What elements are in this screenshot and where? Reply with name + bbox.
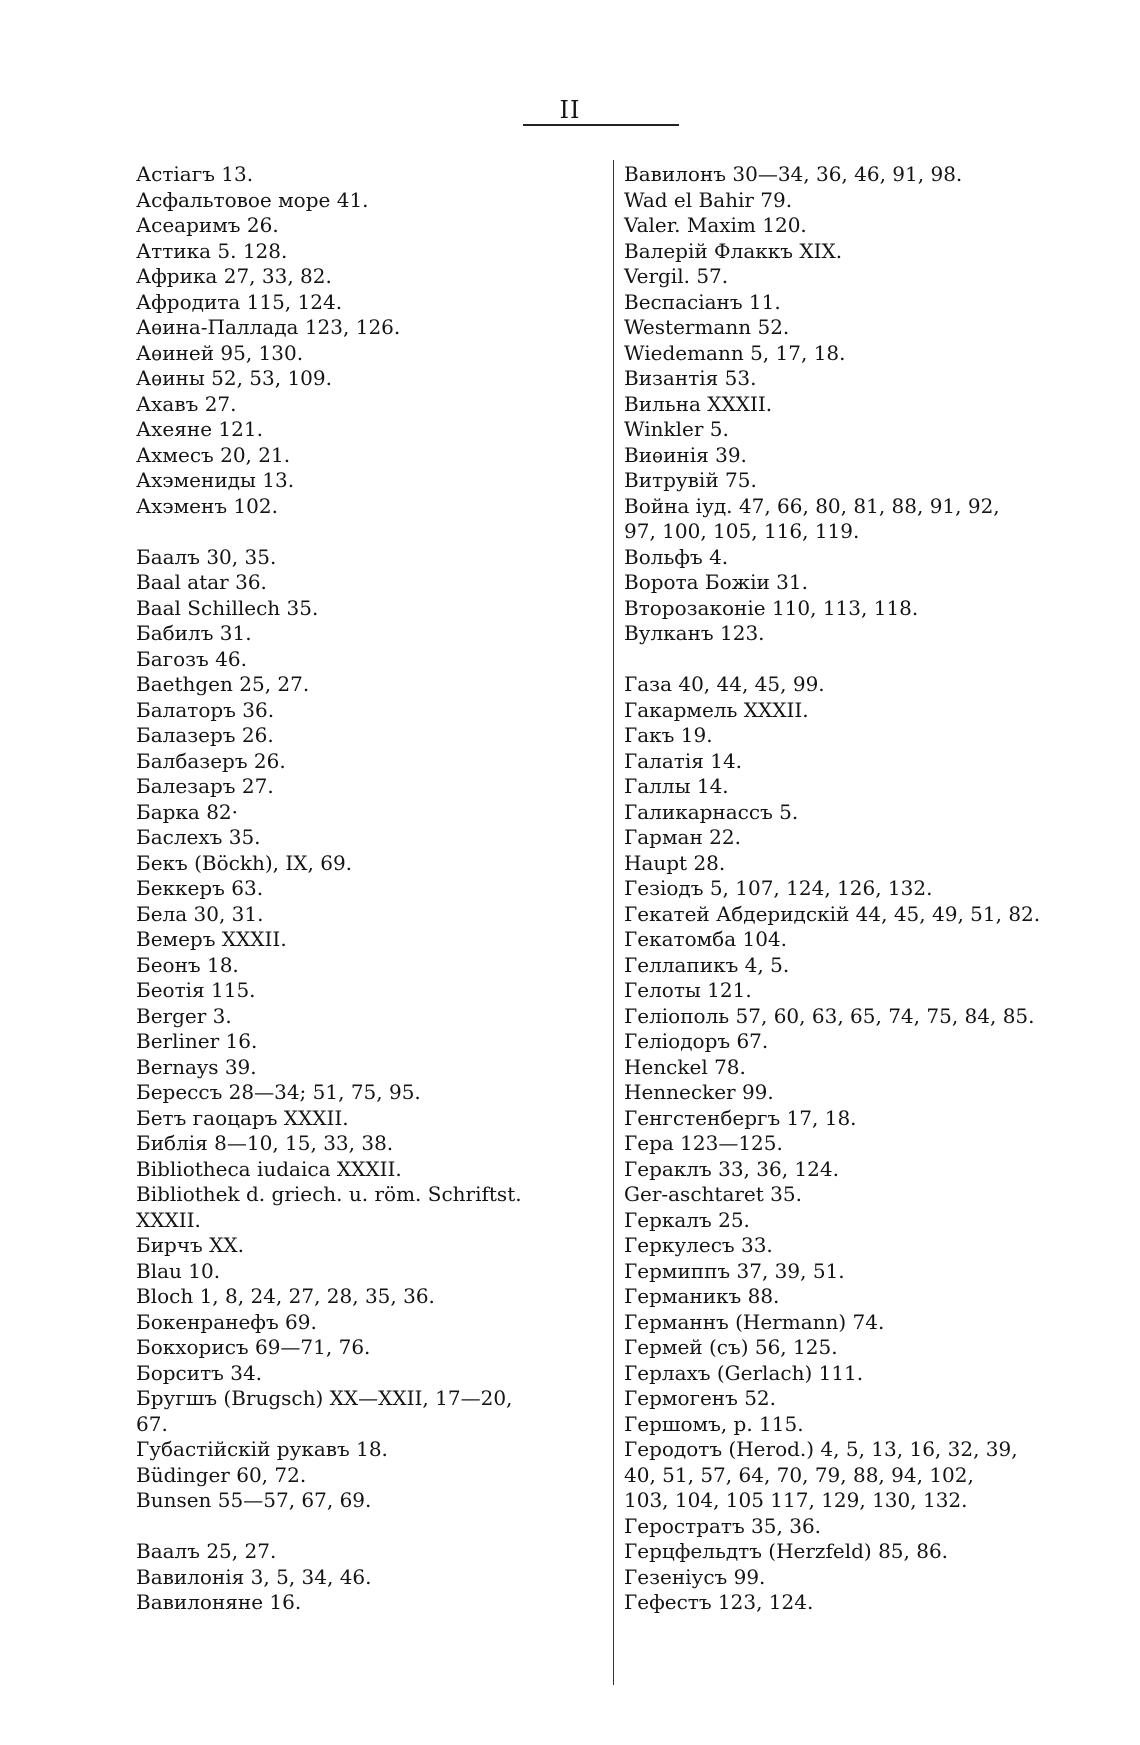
index-entry-text: Афродита 115, 124. [136, 289, 343, 314]
index-entry-text: Балбазеръ 26. [136, 748, 286, 773]
index-entry [624, 392, 1094, 418]
index-entry-text: Геркулесъ 33. [624, 1233, 773, 1257]
index-entry-text: Беонъ 18. [136, 952, 239, 977]
index-entry-text: Асфальтовое море 41. [136, 187, 369, 212]
index-entry [136, 1157, 606, 1183]
index-entry [136, 698, 606, 724]
index-entry [624, 1259, 1094, 1285]
index-entry-text: Балезаръ 27. [136, 774, 274, 798]
index-entry [624, 953, 1094, 979]
index-entry [624, 1514, 1094, 1540]
index-entry-text: Haupt 28. [624, 850, 726, 875]
index-entry-text: Вулканъ 123. [624, 621, 765, 645]
index-entry-continuation: 67. [136, 1411, 168, 1436]
index-entry-text: Борситъ 34. [136, 1360, 263, 1385]
index-entry [136, 239, 606, 265]
index-entry [136, 723, 606, 749]
index-entry-text: Гекатомба 104. [624, 927, 788, 951]
index-entry [136, 1284, 606, 1310]
index-entry [624, 1131, 1094, 1157]
index-entry [624, 545, 1094, 571]
index-entry-continuation: 40, 51, 57, 64, 70, 79, 88, 94, 102, [624, 1462, 974, 1487]
index-entry [136, 468, 606, 494]
index-entry-text: Вавилоняне 16. [136, 1590, 302, 1614]
index-entry-text: Bunsen 55—57, 67, 69. [136, 1488, 372, 1512]
index-entry-text: Вольфъ 4. [624, 544, 729, 569]
section-gap [136, 1514, 606, 1540]
index-entry-text: Ворота Божіи 31. [624, 570, 808, 594]
index-entry-text: Гера 123—125. [624, 1131, 783, 1155]
index-entry-text: Астіагъ 13. [136, 162, 254, 186]
index-entry [624, 213, 1094, 239]
index-entry-continuation: XXXII. [136, 1207, 201, 1232]
index-entry-text: Bibliothek d. griech. u. röm. Schriftst. [136, 1182, 522, 1206]
index-entry [624, 1437, 1094, 1514]
index-entry [136, 774, 606, 800]
index-entry [136, 443, 606, 469]
index-entry-text: Библія 8—10, 15, 33, 38. [136, 1131, 394, 1155]
index-entry-text: Гезіодъ 5, 107, 124, 126, 132. [624, 876, 933, 900]
index-entry [624, 264, 1094, 290]
index-entry [136, 1386, 606, 1437]
index-entry-text: Henckel 78. [624, 1054, 746, 1079]
index-entry [624, 468, 1094, 494]
index-entry-text: Бабилъ 31. [136, 621, 252, 645]
index-entry [136, 978, 606, 1004]
index-entry-text: Аѳина-Паллада 123, 126. [136, 315, 401, 339]
index-entry [136, 876, 606, 902]
index-entry [624, 1284, 1094, 1310]
index-entry [624, 698, 1094, 724]
index-entry [624, 1335, 1094, 1361]
index-entry [624, 851, 1094, 877]
index-entry-text: Гефестъ 123, 124. [624, 1590, 814, 1614]
index-entry [624, 1106, 1094, 1132]
index-entry-text: Вавилонъ 30—34, 36, 46, 91, 98. [624, 162, 963, 186]
index-entry [624, 570, 1094, 596]
index-entry-text: Гелоты 121. [624, 978, 752, 1002]
index-entry [136, 213, 606, 239]
index-entry [136, 341, 606, 367]
index-entry [624, 1055, 1094, 1081]
index-entry-text: Геліополь 57, 60, 63, 65, 74, 75, 84, 85. [624, 1003, 1035, 1028]
index-entry [624, 1157, 1094, 1183]
index-entry-text: Bernays 39. [136, 1054, 257, 1079]
index-entry-text: Герлахъ (Gerlach) 111. [624, 1360, 864, 1385]
index-entry-text: Wiedemann 5, 17, 18. [624, 340, 846, 365]
index-entry [624, 596, 1094, 622]
index-entry-text: Бетъ гаоцаръ XXXII. [136, 1105, 349, 1130]
page-number-rule [523, 124, 679, 126]
index-entry [136, 1106, 606, 1132]
index-entry-text: Гарман 22. [624, 825, 741, 849]
index-entry-text: Baal Schillech 35. [136, 595, 319, 620]
index-entry-text: Губастійскій рукавъ 18. [136, 1437, 388, 1461]
index-entry-text: Berger 3. [136, 1003, 232, 1028]
index-entry [624, 290, 1094, 316]
index-entry [136, 1182, 606, 1233]
index-entry-text: Гершомъ, р. 115. [624, 1411, 804, 1436]
index-entry-text: Гермогенъ 52. [624, 1386, 777, 1410]
index-entry-text: Büdinger 60, 72. [136, 1462, 307, 1487]
index-entry [624, 749, 1094, 775]
index-entry-text: Berliner 16. [136, 1029, 258, 1053]
index-entry [136, 494, 606, 520]
index-entry [136, 1463, 606, 1489]
index-entry-text: Westermann 52. [624, 315, 790, 339]
index-entry-text: Ахэмениды 13. [136, 468, 295, 492]
index-entry [136, 1131, 606, 1157]
page-number: II [559, 96, 581, 124]
index-entry-text: Галикарнассъ 5. [624, 799, 799, 824]
index-entry-text: Бокхорисъ 69—71, 76. [136, 1335, 371, 1359]
index-entry-text: Беккеръ 63. [136, 876, 264, 900]
index-entry-text: Bloch 1, 8, 24, 27, 28, 35, 36. [136, 1284, 435, 1308]
index-entry-text: Blau 10. [136, 1258, 221, 1283]
index-entry-text: Vergil. 57. [624, 264, 729, 288]
index-entry-text: Баалъ 30, 35. [136, 544, 277, 569]
index-entry [624, 1029, 1094, 1055]
index-entry-text: Аѳиней 95, 130. [136, 340, 304, 365]
index-entry-text: Геркалъ 25. [624, 1207, 750, 1232]
index-entry [136, 1565, 606, 1591]
index-entry-text: Вемеръ XXXII. [136, 927, 287, 951]
index-entry-text: Аѳины 52, 53, 109. [136, 366, 332, 390]
index-entry-text: Галлы 14. [624, 774, 729, 798]
index-entry-text: Wad el Bahir 79. [624, 187, 793, 212]
index-entry-text: Бокенранефъ 69. [136, 1309, 317, 1334]
index-entry [136, 1259, 606, 1285]
index-entry-text: Второзаконіе 110, 113, 118. [624, 595, 919, 620]
index-entry [624, 978, 1094, 1004]
index-column-right [624, 162, 1094, 1616]
index-entry-text: Ваалъ 25, 27. [136, 1539, 277, 1563]
index-entry [136, 417, 606, 443]
index-entry-text: Война іуд. 47, 66, 80, 81, 88, 91, 92, [624, 493, 1000, 518]
index-entry [624, 902, 1094, 928]
index-entry-text: Ахавъ 27. [136, 391, 237, 416]
index-entry [136, 188, 606, 214]
index-entry-text: Winkler 5. [624, 417, 729, 441]
index-entry-text: Геліодоръ 67. [624, 1029, 769, 1053]
index-entry-text: Балаторъ 36. [136, 697, 275, 722]
index-column-left [136, 162, 606, 1616]
index-entry [624, 876, 1094, 902]
index-entry-text: Африка 27, 33, 82. [136, 264, 332, 288]
section-gap [136, 519, 606, 545]
index-entry [136, 902, 606, 928]
index-entry-continuation: 103, 104, 105 117, 129, 130, 132. [624, 1488, 968, 1512]
index-entry-text: Византія 53. [624, 366, 757, 390]
index-entry-text: Аттика 5. 128. [136, 238, 288, 263]
index-entry-text: Беотія 115. [136, 978, 256, 1002]
index-entry [136, 825, 606, 851]
index-entry [136, 570, 606, 596]
index-entry [624, 1565, 1094, 1591]
index-entry [624, 341, 1094, 367]
index-entry-text: Багозъ 46. [136, 646, 247, 671]
index-entry [136, 851, 606, 877]
index-entry [624, 443, 1094, 469]
index-entry-text: Гермей (съ) 56, 125. [624, 1335, 838, 1359]
index-entry [624, 1233, 1094, 1259]
index-entry [624, 188, 1094, 214]
index-entry-text: Вильна XXXII. [624, 391, 773, 416]
index-entry [624, 162, 1094, 188]
index-entry [136, 749, 606, 775]
index-entry-continuation: 97, 100, 105, 116, 119. [624, 519, 860, 543]
index-entry-text: Ахмесъ 20, 21. [136, 442, 291, 467]
index-entry [624, 494, 1094, 545]
index-entry [624, 1182, 1094, 1208]
index-entry [136, 264, 606, 290]
index-entry-text: Геллапикъ 4, 5. [624, 952, 790, 977]
index-entry-text: Bibliotheca iudaica XXXII. [136, 1156, 402, 1181]
index-entry-text: Генгстенбергъ 17, 18. [624, 1105, 857, 1130]
index-entry [136, 953, 606, 979]
index-entry [136, 596, 606, 622]
index-entry [624, 366, 1094, 392]
index-entry-text: Балазеръ 26. [136, 723, 274, 747]
index-entry [624, 1590, 1094, 1616]
index-entry [136, 672, 606, 698]
index-entry-text: Baethgen 25, 27. [136, 672, 310, 696]
index-entry-text: Hennecker 99. [624, 1080, 774, 1104]
index-entry-text: Гекатей Абдеридскій 44, 45, 49, 51, 82. [624, 901, 1041, 926]
index-entry [624, 1080, 1094, 1106]
index-entry-text: Барка 82· [136, 799, 239, 824]
index-entry-text: Витрувій 75. [624, 468, 757, 492]
index-entry [136, 1590, 606, 1616]
index-entry [624, 825, 1094, 851]
index-entry [624, 1361, 1094, 1387]
index-entry-text: Галатія 14. [624, 748, 743, 773]
index-entry [136, 1539, 606, 1565]
index-entry [136, 1233, 606, 1259]
index-entry [624, 774, 1094, 800]
index-entry [136, 1310, 606, 1336]
index-entry-text: Гакъ 19. [624, 723, 713, 747]
index-entry [136, 315, 606, 341]
index-entry-text: Виѳинія 39. [624, 442, 747, 467]
index-entry [136, 1335, 606, 1361]
index-entry-text: Ахэменъ 102. [136, 493, 278, 518]
index-entry [624, 927, 1094, 953]
index-entry-text: Бекъ (Böckh), IX, 69. [136, 850, 353, 875]
index-entry [136, 1055, 606, 1081]
index-entry-text: Ger-aschtaret 35. [624, 1182, 802, 1206]
index-entry [624, 621, 1094, 647]
index-entry [624, 1539, 1094, 1565]
index-entry-text: Баслехъ 35. [136, 825, 261, 849]
index-entry [624, 672, 1094, 698]
index-entry [136, 545, 606, 571]
index-entry [624, 1386, 1094, 1412]
index-entry [624, 1412, 1094, 1438]
index-entry [136, 290, 606, 316]
index-entry [136, 800, 606, 826]
index-entry [624, 1004, 1094, 1030]
index-entry-text: Геродотъ (Herod.) 4, 5, 13, 16, 32, 39, [624, 1437, 1018, 1461]
index-entry-text: Газа 40, 44, 45, 99. [624, 672, 825, 696]
section-gap [624, 647, 1094, 673]
index-entry [136, 621, 606, 647]
index-entry [624, 1310, 1094, 1336]
index-entry-text: Вавилонія 3, 5, 34, 46. [136, 1564, 372, 1589]
index-entry [624, 315, 1094, 341]
index-entry-text: Гермиппъ 37, 39, 51. [624, 1258, 845, 1283]
index-entry-text: Геростратъ 35, 36. [624, 1513, 822, 1538]
index-entry-text: Гакармель XXXII. [624, 697, 809, 722]
index-entry-text: Веспасіанъ 11. [624, 289, 781, 314]
index-entry [136, 1361, 606, 1387]
index-entry [624, 1208, 1094, 1234]
index-entry-text: Герцфельдтъ (Herzfeld) 85, 86. [624, 1539, 949, 1563]
index-entry-text: Валерій Флаккъ XIX. [624, 238, 843, 263]
index-entry [136, 1004, 606, 1030]
index-entry [136, 366, 606, 392]
index-entry [136, 392, 606, 418]
index-entry [624, 417, 1094, 443]
index-entry-text: Бирчъ XX. [136, 1233, 244, 1257]
index-entry [136, 1080, 606, 1106]
index-entry-text: Baal atar 36. [136, 570, 267, 594]
index-entry-text: Гезеніусъ 99. [624, 1564, 766, 1589]
index-entry [624, 800, 1094, 826]
index-entry-text: Гераклъ 33, 36, 124. [624, 1156, 839, 1181]
index-entry [136, 647, 606, 673]
index-entry-text: Асеаримъ 26. [136, 213, 279, 237]
index-entry-text: Ахеяне 121. [136, 417, 263, 441]
index-entry [136, 1437, 606, 1463]
index-entry [624, 239, 1094, 265]
index-entry-text: Valer. Maxim 120. [624, 213, 807, 237]
index-entry [136, 1029, 606, 1055]
index-entry-text: Германнъ (Hermann) 74. [624, 1309, 885, 1334]
index-entry [136, 927, 606, 953]
column-divider [613, 160, 614, 1685]
index-entry-text: Берессъ 28—34; 51, 75, 95. [136, 1080, 421, 1104]
index-entry-text: Бругшъ (Brugsch) XX—XXII, 17—20, [136, 1386, 513, 1410]
index-entry-text: Германикъ 88. [624, 1284, 780, 1308]
index-entry-text: Бела 30, 31. [136, 901, 264, 926]
index-entry [624, 723, 1094, 749]
index-entry [136, 162, 606, 188]
index-entry [136, 1488, 606, 1514]
